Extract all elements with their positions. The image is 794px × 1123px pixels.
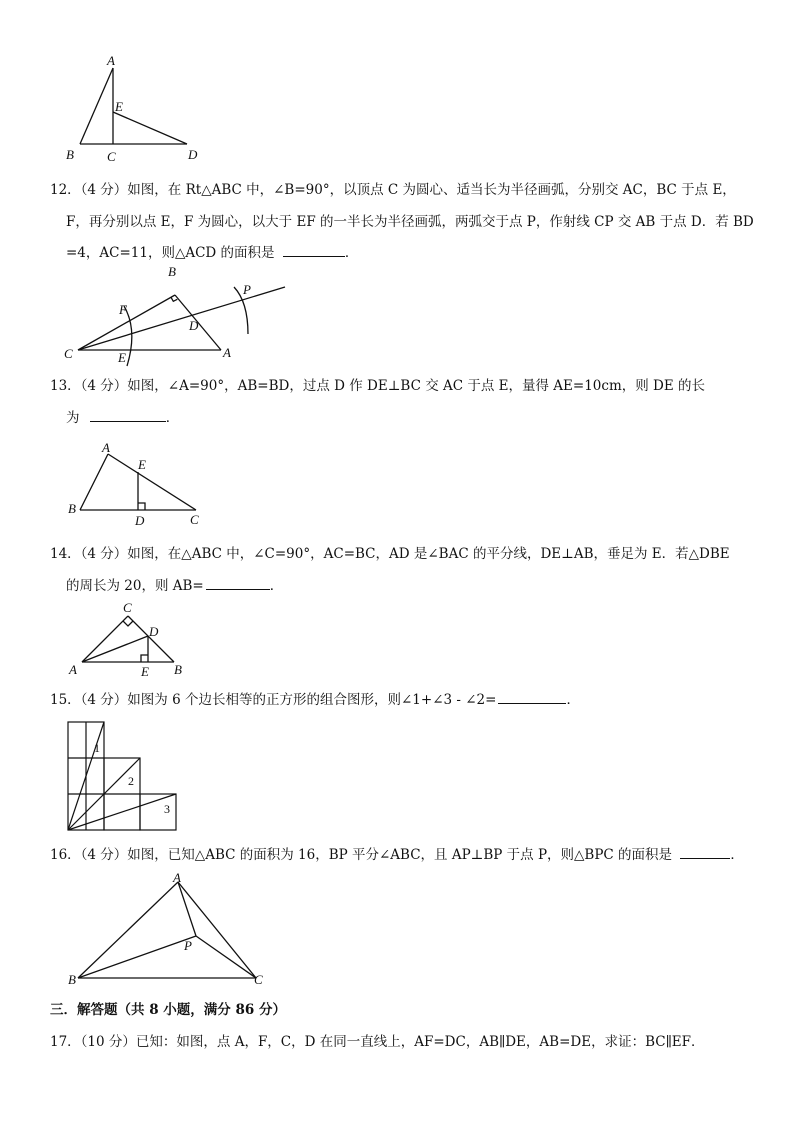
- label-b: B: [68, 972, 76, 987]
- q16-line1: [50, 846, 744, 864]
- q15-line1-text: 15．（4 分）如图为 6 个边长相等的正方形的组合图形，则∠1+∠3 - ∠2=: [50, 692, 497, 708]
- label-a: A: [107, 53, 115, 68]
- q12-line3-text: =4，AC=11，则△ACD 的面积是: [66, 245, 275, 261]
- label-b: B: [66, 147, 74, 162]
- label-p: P: [184, 938, 192, 953]
- figure-q13: [62, 438, 212, 528]
- label-e: E: [138, 457, 146, 472]
- q16-answer-blank[interactable]: [680, 846, 730, 859]
- q12-tail: ．: [344, 245, 359, 261]
- label-b: B: [68, 501, 76, 516]
- figure-q12: [60, 262, 300, 370]
- label-c: C: [64, 346, 73, 361]
- label-a: A: [69, 662, 77, 677]
- label-c: C: [190, 512, 199, 527]
- q16-line1-text: 16．（4 分）如图，已知△ABC 的面积为 16，BP 平分∠ABC，且 AP⊥BP 于点 P，则△BPC 的面积是: [50, 847, 673, 863]
- label-c: C: [123, 600, 132, 615]
- figure-q14: [60, 598, 195, 680]
- q14-answer-blank[interactable]: [206, 577, 270, 590]
- figure-q11: [55, 50, 215, 170]
- q13-answer-blank[interactable]: [90, 409, 166, 422]
- angle-2-label: 2: [128, 774, 134, 788]
- label-e: E: [141, 664, 149, 679]
- q15-answer-blank[interactable]: [498, 691, 566, 704]
- q12-line2: F，再分别以点 E，F 为圆心，以大于 EF 的一半长为半径画弧，两弧交于点 P，作射线 CP 交 AB 于点 D．若 BD: [66, 214, 754, 230]
- label-b: B: [168, 264, 176, 279]
- figure-q15: [62, 716, 182, 836]
- q12-line3: [66, 244, 358, 262]
- label-e: E: [115, 99, 123, 114]
- section-heading: 三．解答题（共 8 小题，满分 86 分）: [50, 1002, 286, 1018]
- label-b: B: [174, 662, 182, 677]
- q15-tail: ．: [566, 692, 580, 708]
- q14-line2-text: 的周长为 20，则 AB=: [66, 578, 204, 594]
- q14-line2: [66, 577, 283, 595]
- label-e: E: [118, 350, 126, 365]
- q15-line1: [50, 691, 580, 709]
- q12-answer-blank[interactable]: [283, 244, 345, 257]
- label-f: F: [119, 302, 127, 317]
- q13-tail: ．: [165, 410, 180, 426]
- figure-q16: [60, 868, 275, 993]
- q13-line2-text: 为: [66, 410, 80, 426]
- label-d: D: [149, 624, 159, 639]
- angle-1-label: 1: [94, 741, 100, 755]
- q16-tail: ．: [730, 847, 744, 863]
- label-a: A: [223, 345, 231, 360]
- label-p: P: [243, 282, 251, 297]
- label-c: C: [254, 972, 263, 987]
- label-d: D: [135, 513, 145, 528]
- q12-line1: 12．（4 分）如图，在 Rt△ABC 中，∠B=90°，以顶点 C 为圆心、适当长为半径画弧，分别交 AC，BC 于点 E，: [50, 182, 736, 198]
- q13-line2: [66, 409, 179, 427]
- label-c: C: [107, 149, 116, 164]
- q14-line1: 14．（4 分）如图，在△ABC 中，∠C=90°，AC=BC，AD 是∠BAC 的平分线，DE⊥AB，垂足为 E．若△DBE: [50, 546, 730, 562]
- label-a: A: [173, 870, 181, 885]
- label-a: A: [102, 440, 110, 455]
- q14-tail: ．: [269, 578, 284, 594]
- angle-3-label: 3: [164, 802, 170, 816]
- q17-line1: 17．（10 分）已知：如图，点 A，F，C，D 在同一直线上，AF=DC，AB∥DE，AB=DE，求证：BC∥EF．: [50, 1034, 705, 1050]
- label-d: D: [189, 318, 199, 333]
- label-d: D: [188, 147, 198, 162]
- q13-line1: 13．（4 分）如图，∠A=90°，AB=BD，过点 D 作 DE⊥BC 交 AC 于点 E，量得 AE=10cm，则 DE 的长: [50, 378, 706, 394]
